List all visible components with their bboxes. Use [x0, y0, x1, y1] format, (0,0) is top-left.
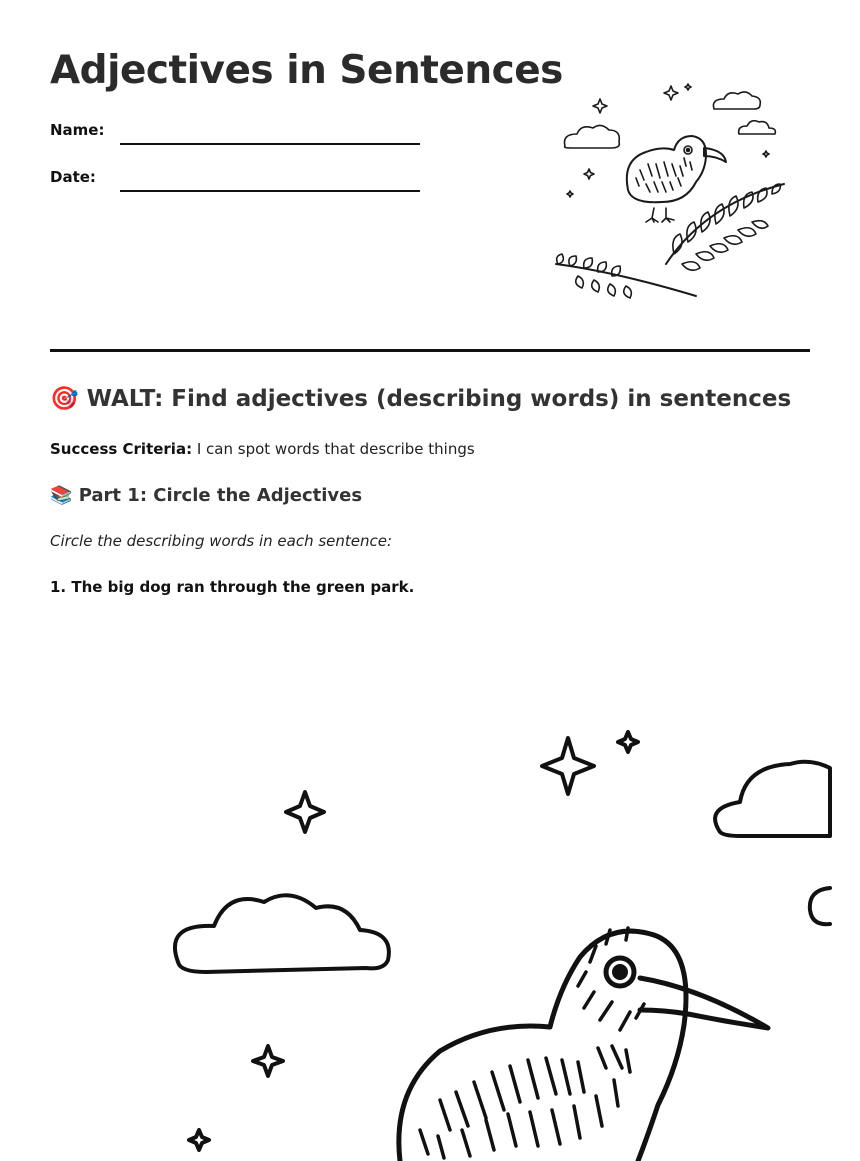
sparkle-icon: [189, 1130, 209, 1150]
success-criteria-text: I can spot words that describe things: [196, 440, 475, 458]
cloud-icon: [810, 888, 830, 924]
worksheet-title: Adjectives in Sentences: [50, 48, 563, 93]
sparkle-icon: [567, 191, 573, 197]
walt-text: WALT: Find adjectives (describing words) in sentences: [86, 386, 792, 412]
sparkle-icon: [618, 732, 638, 752]
walt-heading: [50, 385, 791, 412]
cloud-icon: [565, 125, 620, 148]
cloud-icon: [715, 762, 830, 836]
date-field[interactable]: [120, 190, 420, 192]
cloud-icon: [739, 121, 776, 134]
cloud-icon: [175, 895, 389, 972]
books-icon: 📚: [50, 485, 73, 506]
sparkle-icon: [542, 738, 594, 794]
part1-instruction: Circle the describing words in each sentence:: [50, 532, 393, 550]
sparkle-icon: [763, 151, 769, 157]
part1-heading: [50, 485, 362, 506]
section-divider: [50, 349, 810, 352]
success-criteria: [50, 440, 475, 458]
sparkle-icon: [253, 1046, 283, 1076]
date-label: Date:: [50, 168, 96, 186]
sparkle-icon: [664, 86, 678, 100]
target-icon: 🎯: [50, 386, 79, 412]
sentence-item[interactable]: 1. The big dog ran through the green park.: [50, 578, 415, 596]
success-criteria-label: Success Criteria:: [50, 440, 193, 458]
name-field[interactable]: [120, 143, 420, 145]
sparkle-icon: [685, 84, 691, 90]
name-label: Name:: [50, 121, 105, 139]
sparkle-icon: [286, 792, 324, 832]
sparkle-icon: [584, 169, 594, 179]
kiwi-bird-illustration: [548, 78, 793, 303]
sparkle-icon: [593, 99, 607, 113]
kiwi-bird-large-illustration: [0, 700, 860, 1161]
cloud-icon: [713, 92, 760, 109]
part1-heading-text: Part 1: Circle the Adjectives: [78, 485, 363, 506]
